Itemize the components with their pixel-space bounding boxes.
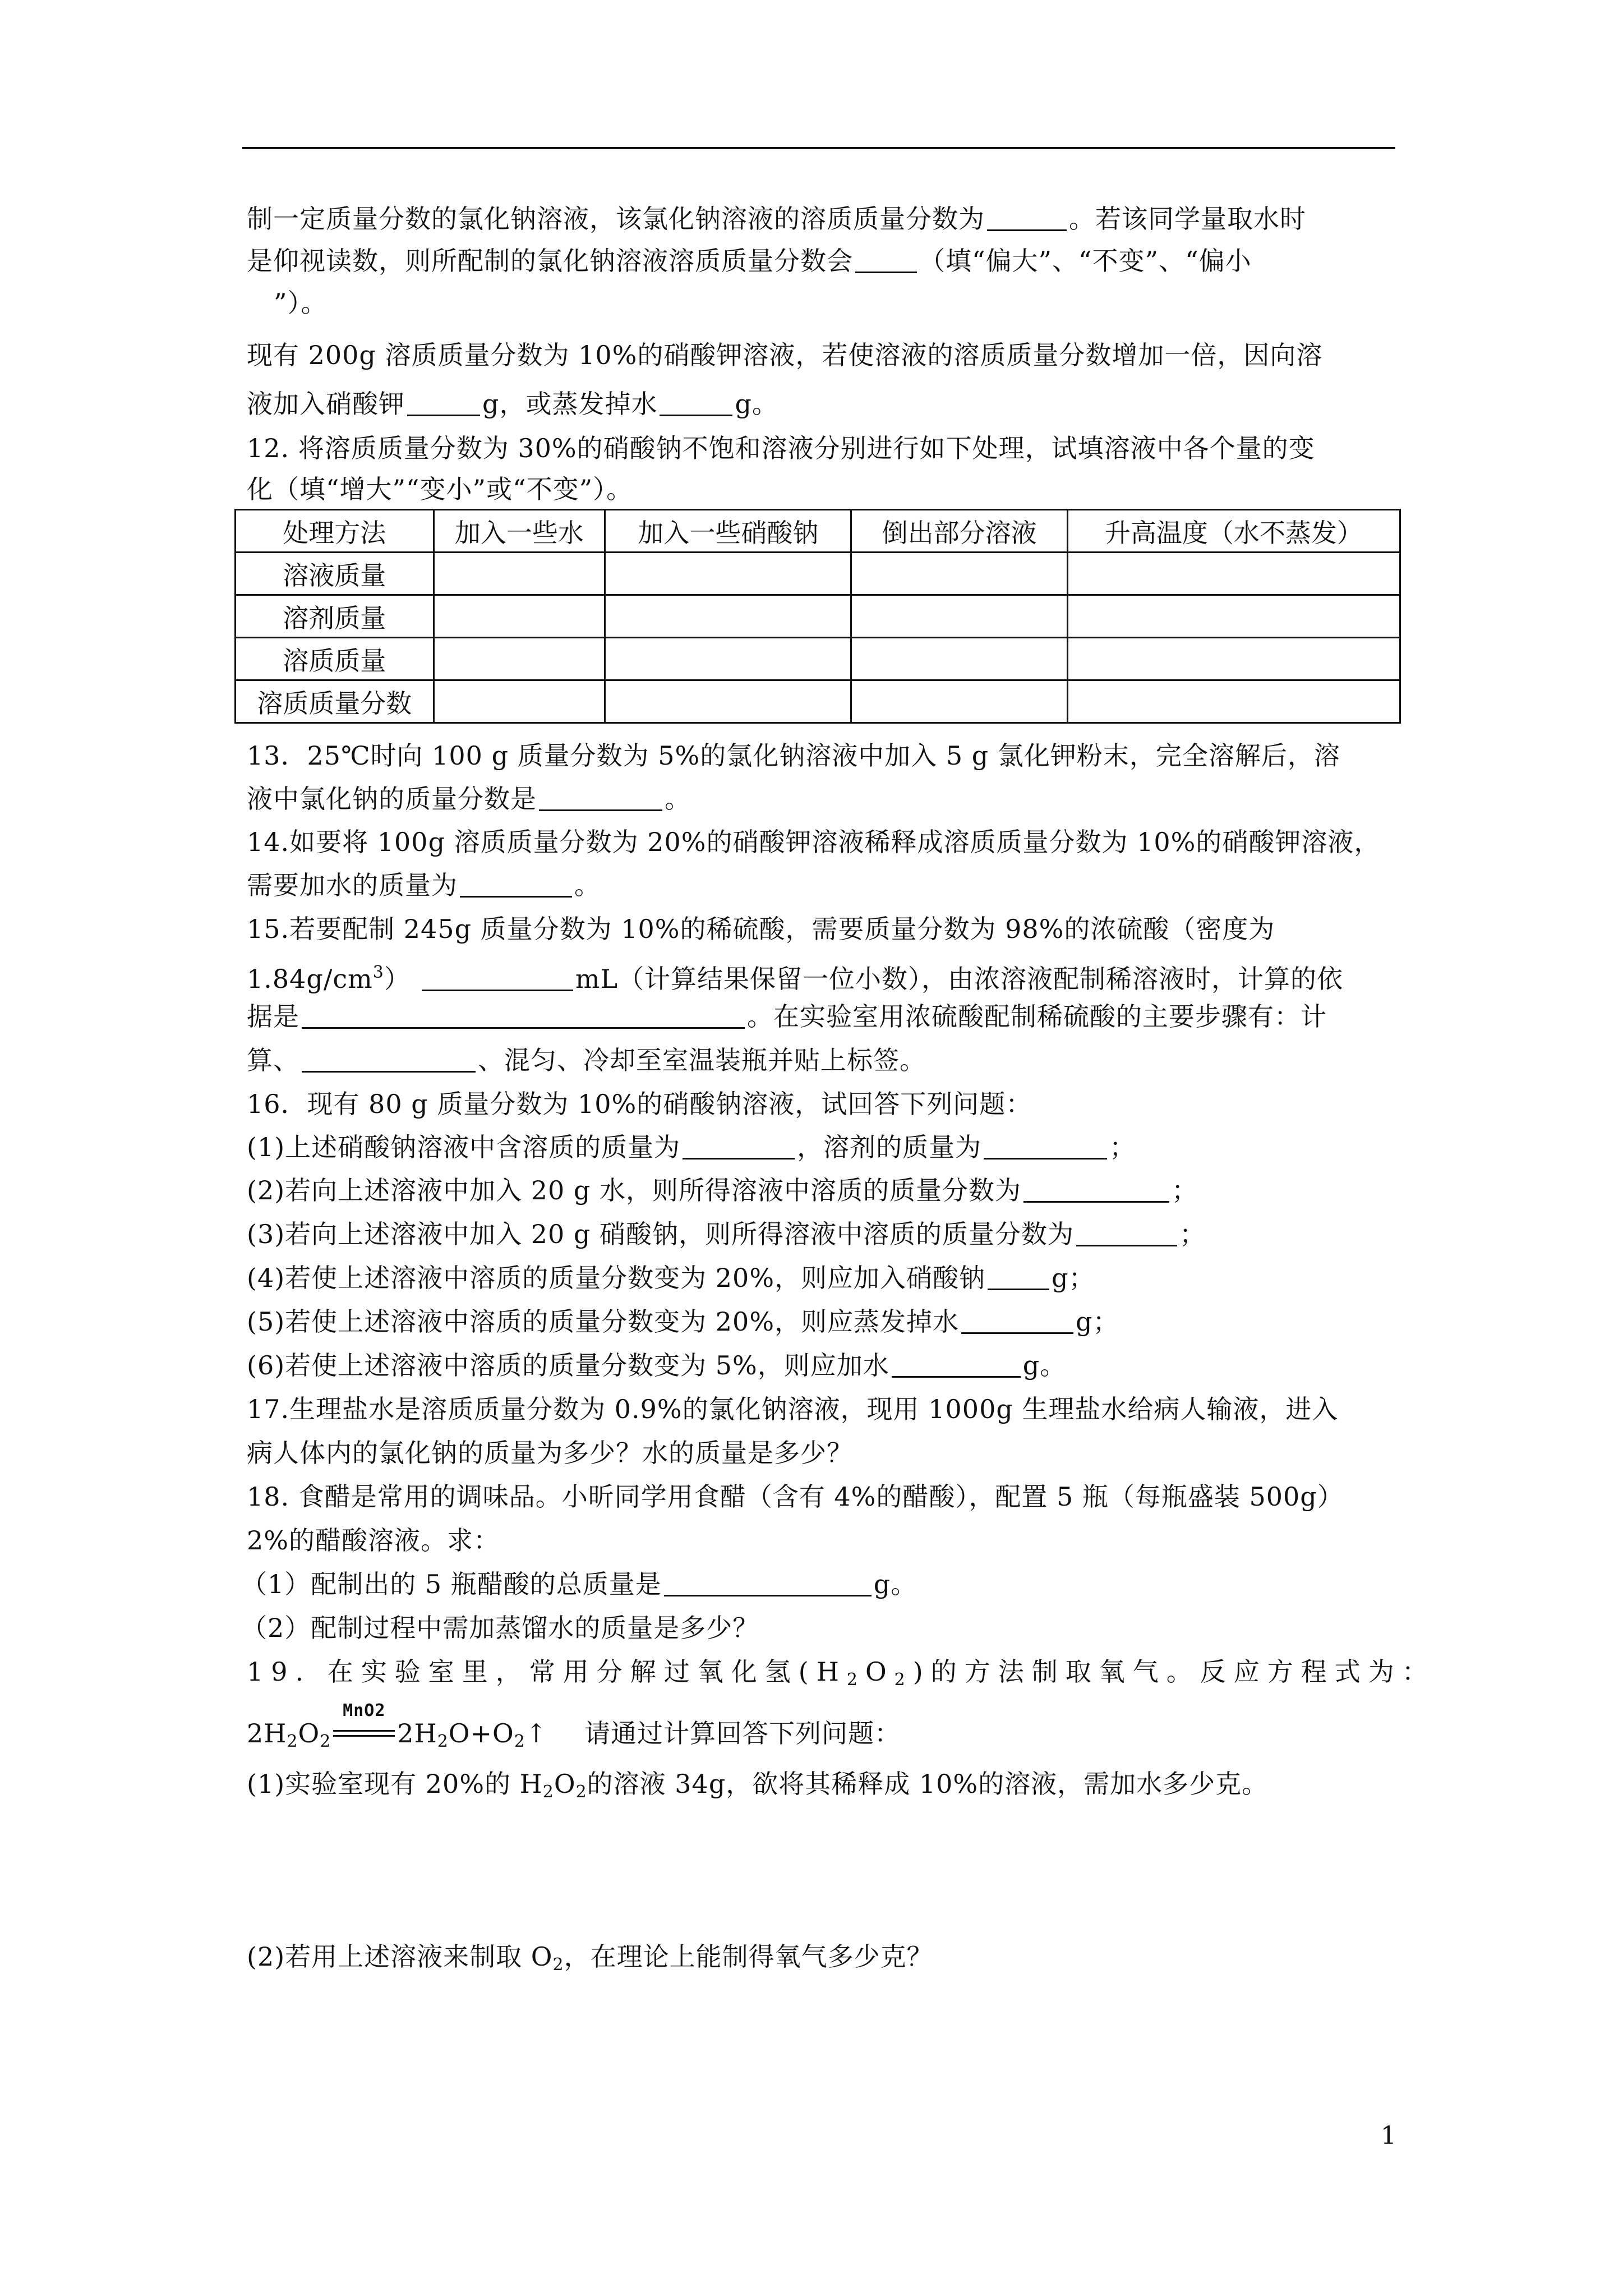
superscript: 3: [372, 963, 384, 982]
answer-blank[interactable]: [302, 1046, 476, 1073]
equals-sign: [333, 1730, 395, 1737]
text: 。若该同学量取水时: [1069, 204, 1306, 234]
text: ；: [1179, 1219, 1206, 1249]
q16-intro: 16．现有 80 g 质量分数为 10%的硝酸钠溶液，试回答下列问题：: [247, 1089, 1032, 1119]
text: （1）配制出的 5 瓶醋酸的总质量是: [241, 1569, 662, 1599]
table-header-cell: 加入一些硝酸钠: [605, 510, 851, 553]
text: ；: [1109, 1132, 1136, 1162]
table-row-label: 溶剂质量: [236, 595, 434, 638]
q19-line1: 19. 在实验室里，常用分解过氧化氢$(H_2O_2)$的方法制取氧气。反应方程式为：: [247, 1657, 1436, 1690]
answer-blank[interactable]: [683, 1133, 795, 1159]
table-header-row: [236, 510, 1400, 553]
q17-line1: 17.生理盐水是溶质质量分数为 0.9%的氯化钠溶液，现用 1000g 生理盐水给病人输液，进入: [247, 1394, 1339, 1424]
answer-blank[interactable]: [984, 1133, 1107, 1159]
text: mL（计算结果保留一位小数），由浓溶液配制稀溶液时，计算的依: [575, 964, 1344, 994]
table-row-label: 溶液质量: [236, 553, 434, 595]
text: 。: [574, 870, 601, 900]
q16-part1: [247, 1130, 1136, 1164]
answer-cell[interactable]: [434, 595, 605, 638]
text: （填“偏大”、“不变”、“偏小: [919, 246, 1252, 276]
q-prev-line2: [247, 244, 1252, 278]
text: ；: [1172, 1175, 1198, 1205]
text: (4)若使上述溶液中溶质的质量分数变为 20%，则应加入硝酸钠: [247, 1263, 986, 1293]
q12-line2: 化（填“增大”“变小”或“不变”）。: [247, 474, 633, 504]
answer-blank[interactable]: [892, 1351, 1021, 1378]
subscript: 2: [846, 1670, 865, 1690]
q15-line1: 15.若要配制 245g 质量分数为 10%的稀硫酸，需要质量分数为 98%的浓硫酸（密度为: [247, 914, 1275, 944]
text: g；: [1052, 1263, 1095, 1293]
q15-line4: [247, 1043, 926, 1077]
q-prev-line3: ”）。: [274, 288, 328, 318]
text: 液加入硝酸钾: [247, 389, 405, 419]
answer-blank[interactable]: [407, 390, 480, 416]
text: (1)实验室现有 20%的 H: [247, 1769, 543, 1799]
answer-blank[interactable]: [855, 247, 917, 273]
q16-part2: [247, 1174, 1198, 1207]
q13-line2: [247, 782, 691, 816]
text: 是仰视读数，则所配制的氯化钠溶液溶质质量分数会: [247, 246, 853, 276]
table-row: [236, 680, 1400, 723]
table-row-label: 溶质质量: [236, 638, 434, 680]
header-rule: [242, 147, 1395, 149]
answer-cell[interactable]: [1067, 595, 1400, 638]
q18-line2: 2%的醋酸溶液。求：: [247, 1525, 500, 1556]
q16-part4: [247, 1261, 1095, 1295]
equation-term: 2H: [397, 1718, 437, 1749]
text: ）: [384, 964, 411, 994]
answer-blank[interactable]: [988, 1264, 1049, 1290]
page-number: 1: [1381, 2122, 1396, 2150]
subscript: 2: [575, 1782, 587, 1802]
equation-term: O+O: [448, 1718, 514, 1749]
text: ，溶剂的质量为: [797, 1132, 982, 1162]
answer-cell[interactable]: [434, 680, 605, 723]
table-header-cell: 加入一些水: [434, 510, 605, 553]
q13-line1: 13．25℃时向 100 g 质量分数为 5%的氯化钠溶液中加入 5 g 氯化钾粉末，完全溶解后，溶: [247, 740, 1340, 771]
answer-cell[interactable]: [434, 553, 605, 595]
subscript: 2: [320, 1732, 331, 1751]
answer-cell[interactable]: [605, 595, 851, 638]
q18-part2: （2）配制过程中需加蒸馏水的质量是多少？: [241, 1613, 759, 1643]
answer-blank[interactable]: [660, 390, 732, 416]
subscript: 2: [287, 1732, 298, 1751]
answer-cell[interactable]: [1067, 680, 1400, 723]
answer-cell[interactable]: [605, 638, 851, 680]
answer-blank[interactable]: [1023, 1176, 1169, 1203]
text: 算、: [247, 1045, 299, 1075]
table-header-cell: 倒出部分溶液: [851, 510, 1067, 553]
q15-line3: [247, 1000, 1327, 1033]
answer-cell[interactable]: [1067, 553, 1400, 595]
text: g。: [735, 389, 778, 419]
text: g；: [1076, 1306, 1119, 1337]
answer-cell[interactable]: [605, 680, 851, 723]
answer-blank[interactable]: [460, 871, 572, 898]
text: 1.84g/cm: [247, 964, 373, 994]
text: 制一定质量分数的氯化钠溶液，该氯化钠溶液的溶质质量分数为: [247, 204, 985, 234]
subscript: 2: [514, 1732, 525, 1751]
text: (5)若使上述溶液中溶质的质量分数变为 20%，则应蒸发掉水: [247, 1306, 960, 1337]
text: ，在理论上能制得氧气多少克？: [564, 1941, 933, 1972]
reaction-condition: [333, 1701, 395, 1750]
q11-line2: [247, 387, 778, 421]
answer-cell[interactable]: [434, 638, 605, 680]
text: )的方法制取氧气。反应方程式为：: [912, 1657, 1436, 1687]
equation-term: 2H: [247, 1718, 287, 1749]
q14-line2: [247, 868, 601, 902]
answer-blank[interactable]: [422, 965, 573, 991]
answer-blank[interactable]: [987, 205, 1067, 231]
answer-cell[interactable]: [851, 553, 1067, 595]
subscript: 2: [542, 1782, 554, 1802]
table-header-cell: 升高温度（水不蒸发）: [1067, 510, 1400, 553]
gas-arrow-icon: ↑: [525, 1718, 548, 1749]
q11-line1: 现有 200g 溶质质量分数为 10%的硝酸钾溶液，若使溶液的溶质质量分数增加一倍，因向溶: [247, 340, 1323, 370]
text: (6)若使上述溶液中溶质的质量分数变为 5%，则应加水: [247, 1350, 889, 1381]
q19-equation: $2H_2O_2$ MnO2 $2H_2O+O_2↑$ 请通过计算回答下列问题：: [247, 1717, 901, 1759]
answer-cell[interactable]: [851, 595, 1067, 638]
answer-cell[interactable]: [1067, 638, 1400, 680]
text: 需要加水的质量为: [247, 870, 458, 900]
answer-blank[interactable]: [539, 785, 662, 811]
processing-table: [234, 509, 1401, 724]
answer-cell[interactable]: [851, 638, 1067, 680]
q-prev-line1: [247, 202, 1306, 236]
text: 、混匀、冷却至室温装瓶并贴上标签。: [478, 1045, 926, 1075]
text: (2)若用上述溶液来制取 O: [247, 1941, 553, 1972]
q18-part1: [241, 1567, 917, 1601]
text: g。: [873, 1569, 917, 1599]
q17-line2: 病人体内的氯化钠的质量为多少？水的质量是多少？: [247, 1438, 853, 1468]
text: 。: [665, 784, 691, 814]
table-row: [236, 638, 1400, 680]
text: 据是: [247, 1001, 299, 1032]
answer-cell[interactable]: [851, 680, 1067, 723]
catalyst-label: MnO2: [343, 1701, 386, 1720]
text: 请通过计算回答下列问题：: [584, 1718, 901, 1749]
text: 。在实验室用浓硫酸配制稀硫酸的主要步骤有：计: [747, 1001, 1327, 1032]
text: 19. 在实验室里，常用分解过氧化氢(H: [247, 1657, 847, 1687]
answer-blank[interactable]: [664, 1570, 872, 1596]
q16-part5: [247, 1305, 1119, 1338]
table-row-label: 溶质质量分数: [236, 680, 434, 723]
answer-blank[interactable]: [302, 1002, 745, 1029]
text: g。: [1022, 1350, 1067, 1381]
answer-blank[interactable]: [1076, 1220, 1177, 1246]
text: g，或蒸发掉水: [482, 389, 658, 419]
q15-line2: [247, 956, 1343, 996]
text: (3)若向上述溶液中加入 20 g 硝酸钠，则所得溶液中溶质的质量分数为: [247, 1219, 1075, 1249]
table-row: [236, 595, 1400, 638]
text: 的溶液 34g，欲将其稀释成 10%的溶液，需加水多少克。: [587, 1769, 1269, 1799]
text: 液中氯化钠的质量分数是: [247, 784, 537, 814]
q19-part1: (1)实验室现有 20%的 $H_2O_2$的溶液 34g，欲将其稀释成 10%的溶液，需加水多少克。: [247, 1769, 1269, 1802]
q14-line1: 14.如要将 100g 溶质质量分数为 20%的硝酸钾溶液稀释成溶质质量分数为 10%的硝酸钾溶液，: [247, 827, 1381, 857]
q12-line1: 12. 将溶质质量分数为 30%的硝酸钠不饱和溶液分别进行如下处理，试填溶液中各个量的变: [247, 433, 1315, 463]
q19-part2: [247, 1940, 933, 1982]
subscript: 2: [437, 1732, 449, 1751]
answer-cell[interactable]: [605, 553, 851, 595]
text: (2)若向上述溶液中加入 20 g 水，则所得溶液中溶质的质量分数为: [247, 1175, 1022, 1205]
answer-blank[interactable]: [961, 1308, 1073, 1334]
table-header-cell: 处理方法: [236, 510, 434, 553]
subscript: 2: [552, 1955, 564, 1975]
table-row: [236, 553, 1400, 595]
text: (1)上述硝酸钠溶液中含溶质的质量为: [247, 1132, 681, 1162]
q16-part3: [247, 1217, 1206, 1251]
q16-part6: [247, 1349, 1066, 1382]
q18-line1: 18. 食醋是常用的调味品。小昕同学用食醋（含有 4%的醋酸），配置 5 瓶（每瓶盛装 500g）: [247, 1481, 1344, 1512]
subscript: 2: [894, 1670, 913, 1690]
